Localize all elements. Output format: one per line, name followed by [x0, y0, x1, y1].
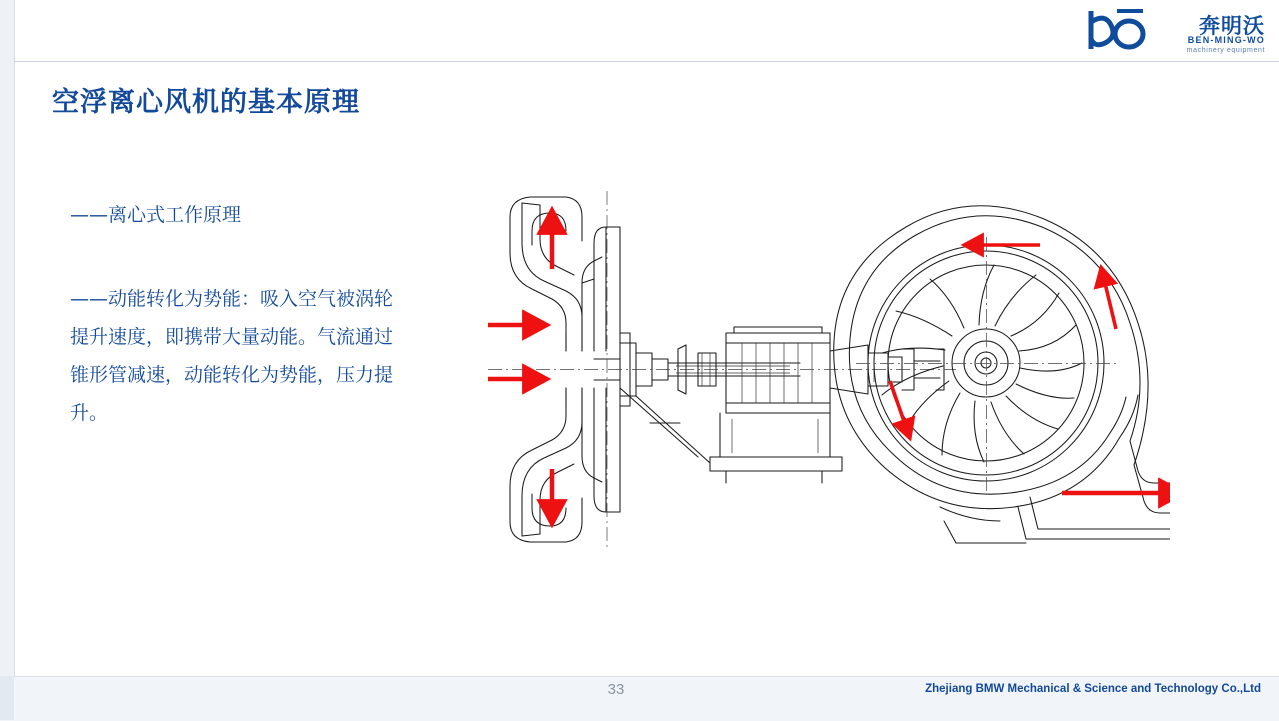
page-number: 33 — [607, 681, 625, 698]
header-divider — [14, 61, 1279, 62]
company-logo — [1085, 6, 1265, 58]
centrifugal-fan-figure — [470, 183, 1170, 556]
logo-tagline: machinery equipment — [1186, 47, 1265, 54]
fan-diagram-svg — [470, 183, 1170, 556]
bo-monogram-icon — [1085, 8, 1147, 52]
body-text — [70, 196, 410, 432]
footer-company-name: Zhejiang BMW Mechanical & Science and Technology Co.,Ltd — [925, 683, 1261, 695]
logo-english-name: BEN-MING-WO — [1187, 35, 1265, 45]
paragraph-principle: ——离心式工作原理 — [70, 204, 242, 226]
page-title: 空浮离心风机的基本原理 — [52, 87, 360, 118]
left-accent-bar — [0, 0, 15, 720]
paragraph-energy: ——动能转化为势能：吸入空气被涡轮提升速度，即携带大量动能。气流通过锥形管减速，动能转化为势能，压力提升。 — [70, 288, 394, 424]
logo-chinese-name: 奔明沃 — [1199, 14, 1265, 38]
footer-accent — [0, 676, 14, 720]
